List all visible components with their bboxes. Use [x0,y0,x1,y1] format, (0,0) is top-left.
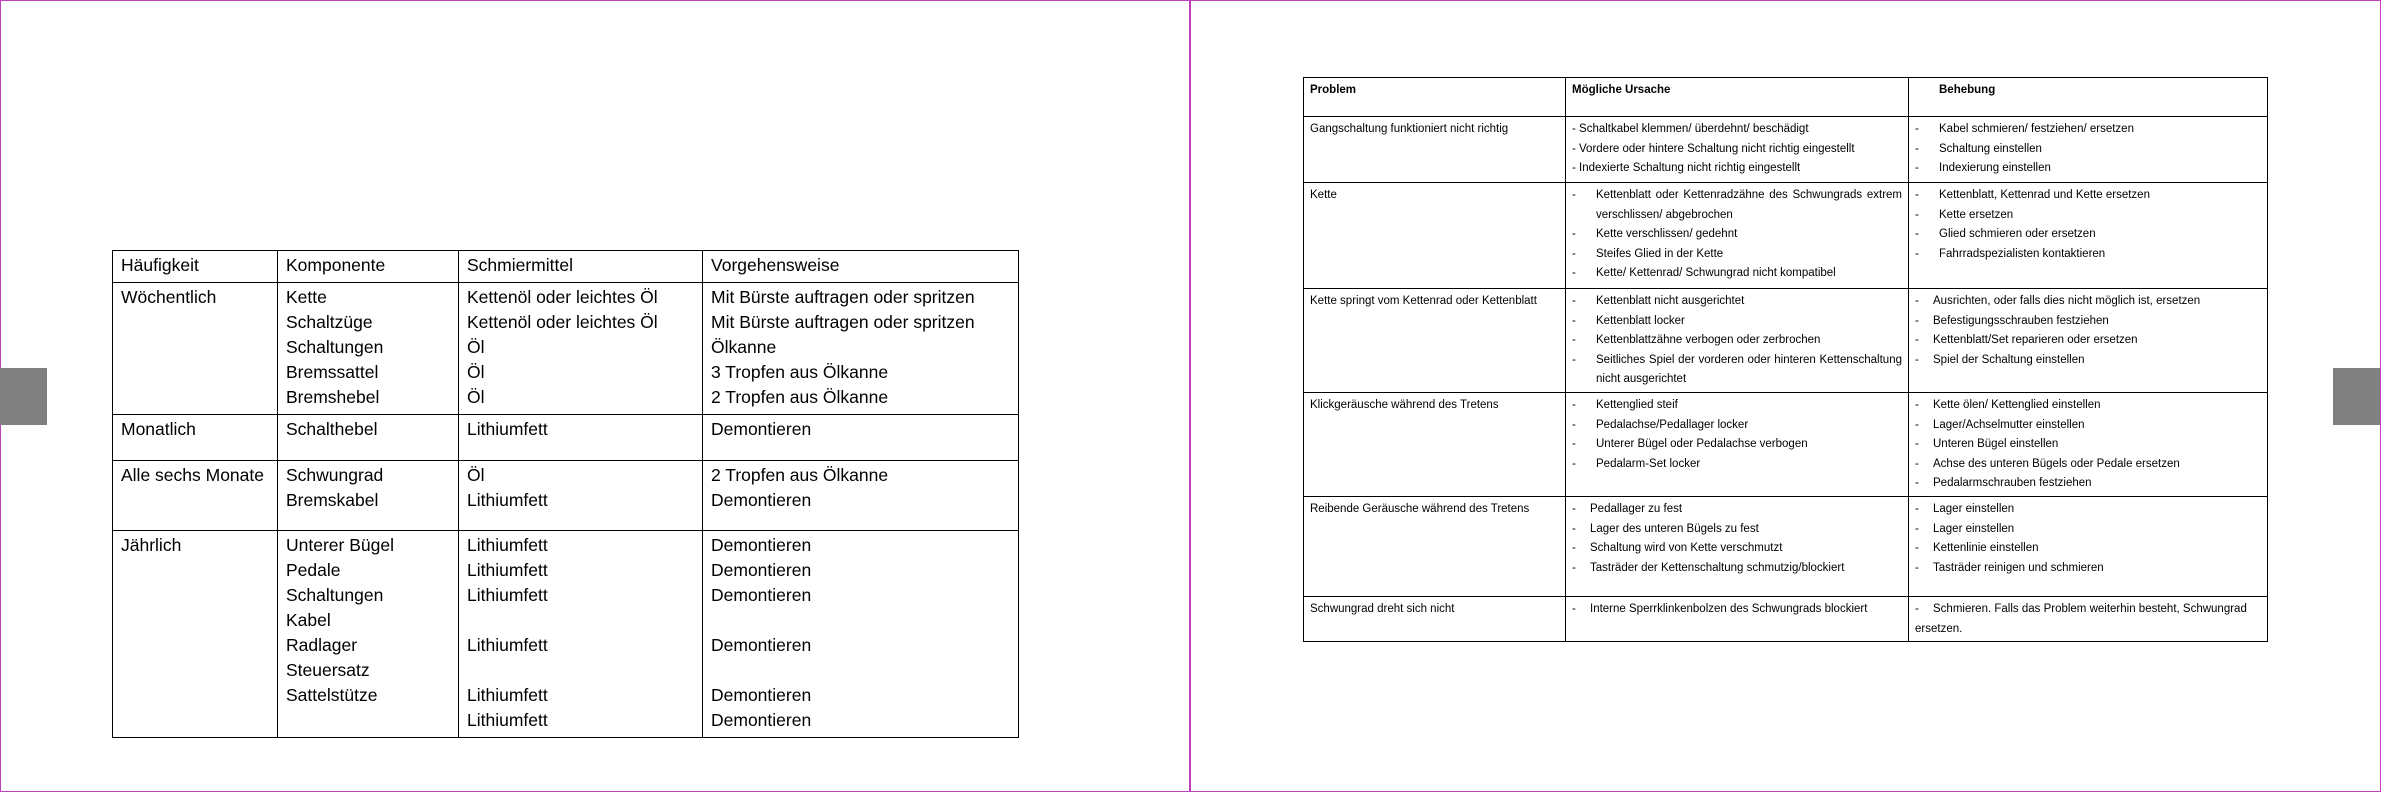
lubricant-cell: Öl [467,337,485,357]
lubricant-cell [467,608,694,633]
fix-item: Kabel schmieren/ festziehen/ ersetzen [1939,123,2134,135]
header-cause: Mögliche Ursache [1566,78,1909,117]
fix-item: Schmieren. Falls das Problem weiterhin besteht, Schwungrad ersetzen. [1915,602,2247,635]
frequency-label: Monatlich [121,419,196,439]
lubricant-cell: Öl [467,465,485,485]
header-frequency: Häufigkeit [113,251,278,283]
procedure-cell: Demontieren [711,710,812,730]
lubricant-cell: Lithiumfett [467,535,548,555]
fix-item: Pedalarmschrauben festziehen [1933,477,2092,490]
procedure-cell: Demontieren [711,419,812,439]
component-cell: Pedale [286,560,341,580]
problem-cell: Kette springt vom Kettenrad oder Kettenblatt [1310,295,1537,307]
procedure-cell [711,608,1010,633]
cause-item: Kette verschlissen/ gedehnt [1596,228,1738,241]
fix-item: Lager einstellen [1933,502,2015,515]
cause-item: Kettenglied steif [1596,398,1678,411]
frequency-label: Wöchentlich [121,287,217,307]
header-problem: Problem [1304,78,1566,117]
component-cell: Kabel [286,610,331,630]
fix-item: Kettenblatt/Set reparieren oder ersetzen [1933,334,2138,347]
cause-item: Kettenblatt oder Kettenradzähne des Schwungrads extrem verschlissen/ abgebrochen [1596,189,1902,221]
cause-item: Kettenblatt nicht ausgerichtet [1596,295,1745,307]
problem-cell: Reibende Geräusche während des Tretens [1310,502,1530,515]
cause-item: Tasträder der Kettenschaltung schmutzig/blockiert [1590,561,1845,574]
cause-item: Steifes Glied in der Kette [1596,247,1724,260]
cause-item: Pedalarm-Set locker [1596,457,1701,470]
trouble-row-shifting: Gangschaltung funktioniert nicht richtig - Schaltkabel klemmen/ überdehnt/ beschädigt - Vordere oder hintere Schaltung nicht richtig eingestellt - Indexierte Schaltung nicht richtig eingestellt - Kabel schmieren/ festziehen/ ersetzen - Schaltung einstellen - Indexierung einstellen [1304,117,2268,183]
lubricant-cell: Lithiumfett [467,490,548,510]
procedure-cell: 2 Tropfen aus Ölkanne [711,465,889,485]
maintenance-group-yearly [113,531,1019,738]
maintenance-table [112,250,1019,738]
problem-cell: Schwungrad dreht sich nicht [1310,602,1455,615]
procedure-cell: Demontieren [711,635,812,655]
fix-item: Kette ölen/ Kettenglied einstellen [1933,398,2101,411]
component-cell: Steuersatz [286,660,370,680]
component-cell: Unterer Bügel [286,535,394,555]
procedure-cell: 2 Tropfen aus Ölkanne [711,387,889,407]
trouble-row-chain: Kette - Kettenblatt oder Kettenradzähne des Schwungrads extrem verschlissen/ abgebrochen - Kette verschlissen/ gedehnt - Steifes Glied in der Kette - Kette/ Kettenrad/ Schwungrad nicht kompatibel - Kettenblatt, Kettenrad und Kette ersetzen - Kette ersetzen - Glied schmieren oder ersetzen - Fahrradspezialisten kontaktieren [1304,183,2268,289]
cause-item: Kettenblatt locker [1596,314,1685,327]
procedure-cell: Ölkanne [711,337,777,357]
page-edge-tab-left [0,368,47,425]
frequency-label: Jährlich [121,535,182,555]
lubricant-cell: Kettenöl oder leichtes Öl [467,287,658,307]
trouble-row-flywheel: Schwungrad dreht sich nicht - Interne Sperrklinkenbolzen des Schwungrads blockiert - Schmieren. Falls das Problem weiterhin besteht, Schwungrad ersetzen. [1304,596,2268,641]
component-cell: Radlager [286,635,358,655]
cause-item: Interne Sperrklinkenbolzen des Schwungrads blockiert [1590,602,1868,615]
cause-item: Lager des unteren Bügels zu fest [1590,522,1759,535]
lubricant-cell: Öl [467,362,485,382]
header-component: Komponente [278,251,459,283]
component-cell: Kette [286,287,327,307]
troubleshooting-header-row [1304,78,2268,117]
fix-item: Kettenlinie einstellen [1933,542,2039,555]
header-lubricant: Schmiermittel [459,251,703,283]
procedure-cell: Mit Bürste auftragen oder spritzen [711,312,975,332]
lubricant-cell: Kettenöl oder leichtes Öl [467,312,658,332]
component-cell: Schaltungen [286,337,384,357]
component-cell: Schwungrad [286,465,384,485]
fix-item: Achse des unteren Bügels oder Pedale ersetzen [1933,457,2180,470]
cause-item: - Schaltkabel klemmen/ überdehnt/ beschädigt [1572,123,1809,135]
page-edge-tab-right [2333,368,2380,425]
problem-cell: Gangschaltung funktioniert nicht richtig [1310,123,1509,135]
procedure-cell: Demontieren [711,535,812,555]
fix-item: Tasträder reinigen und schmieren [1933,561,2104,574]
lubricant-cell: Öl [467,387,485,407]
fix-item: Ausrichten, oder falls dies nicht möglich ist, ersetzen [1933,295,2201,307]
procedure-cell: 3 Tropfen aus Ölkanne [711,362,889,382]
component-cell [286,708,450,733]
troubleshooting-table [1303,77,2268,642]
fix-item: Glied schmieren oder ersetzen [1939,228,2096,241]
maintenance-group-weekly [113,283,1019,415]
cause-item: Schaltung wird von Kette verschmutzt [1590,542,1783,555]
procedure-cell [711,658,1010,683]
fix-item: Befestigungsschrauben festziehen [1933,314,2109,327]
fix-item: Kette ersetzen [1939,208,2014,221]
lubricant-cell: Lithiumfett [467,710,548,730]
trouble-row-grinding: Reibende Geräusche während des Tretens - Pedallager zu fest - Lager des unteren Bügels zu fest - Schaltung wird von Kette verschmutzt - Tasträder der Kettenschaltung schmutzig/blockiert - Lager einstellen - Lager einstellen - Kettenlinie einstellen - Tasträder reinigen und schmieren [1304,496,2268,596]
maintenance-header-row [113,251,1019,283]
header-fix: Behebung [1909,78,2268,117]
component-cell: Bremskabel [286,490,379,510]
fix-item: Spiel der Schaltung einstellen [1933,353,2085,366]
lubricant-cell: Lithiumfett [467,585,548,605]
problem-cell: Klickgeräusche während des Tretens [1310,398,1499,411]
procedure-cell: Mit Bürste auftragen oder spritzen [711,287,975,307]
cause-item: Pedallager zu fest [1590,502,1683,515]
frequency-label: Alle sechs Monate [121,465,264,485]
maintenance-group-six-months [113,461,1019,531]
cause-item: Kette/ Kettenrad/ Schwungrad nicht kompatibel [1596,267,1836,280]
fix-item: Fahrradspezialisten kontaktieren [1939,247,2106,260]
lubricant-cell: Lithiumfett [467,635,548,655]
trouble-row-chain-jumps: Kette springt vom Kettenrad oder Kettenblatt - Kettenblatt nicht ausgerichtet - Kettenblatt locker - Kettenblattzähne verbogen oder zerbrochen - Seitliches Spiel der vorderen oder hinteren Kettenschaltung nicht ausgerichtet - Ausrichten, oder falls dies nicht möglich ist, ersetzen - Befestigungsschrauben festziehen - Kettenblatt/Set reparieren oder ersetzen - Spiel der Schaltung einstellen [1304,289,2268,393]
fix-item: Schaltung einstellen [1939,142,2042,155]
cause-item: Unterer Bügel oder Pedalachse verbogen [1596,438,1808,451]
problem-cell: Kette [1310,189,1337,201]
procedure-cell: Demontieren [711,685,812,705]
procedure-cell: Demontieren [711,585,812,605]
component-cell: Schalthebel [286,419,378,439]
header-procedure: Vorgehensweise [703,251,1019,283]
cause-item: - Indexierte Schaltung nicht richtig eingestellt [1572,162,1801,175]
fix-item: Lager einstellen [1933,522,2015,535]
lubricant-cell: Lithiumfett [467,560,548,580]
lubricant-cell: Lithiumfett [467,419,548,439]
trouble-row-clicking: Klickgeräusche während des Tretens - Kettenglied steif - Pedalachse/Pedallager locker - Unterer Bügel oder Pedalachse verbogen - Pedalarm-Set locker - Kette ölen/ Kettenglied einstellen - Lager/Achselmutter einstellen - Unteren Bügel einstellen - Achse des unteren Bügels oder Pedale ersetzen - Pedalarmschrauben festziehen [1304,392,2268,496]
cause-item: Kettenblattzähne verbogen oder zerbrochen [1596,334,1821,347]
procedure-cell: Demontieren [711,490,812,510]
lubricant-cell: Lithiumfett [467,685,548,705]
fix-item: Unteren Bügel einstellen [1933,438,2059,451]
component-cell: Schaltzüge [286,312,373,332]
procedure-cell: Demontieren [711,560,812,580]
fix-item: Kettenblatt, Kettenrad und Kette ersetzen [1939,189,2150,201]
maintenance-group-monthly [113,415,1019,461]
component-cell: Schaltungen [286,585,384,605]
component-cell: Bremshebel [286,387,380,407]
fix-item: Indexierung einstellen [1939,162,2051,175]
cause-item: - Vordere oder hintere Schaltung nicht richtig eingestellt [1572,142,1855,155]
cause-item: Pedalachse/Pedallager locker [1596,418,1749,431]
lubricant-cell [467,658,694,683]
component-cell: Bremssattel [286,362,379,382]
component-cell: Sattelstütze [286,685,378,705]
cause-item: Seitliches Spiel der vorderen oder hinteren Kettenschaltung nicht ausgerichtet [1596,353,1902,386]
fix-item: Lager/Achselmutter einstellen [1933,418,2085,431]
